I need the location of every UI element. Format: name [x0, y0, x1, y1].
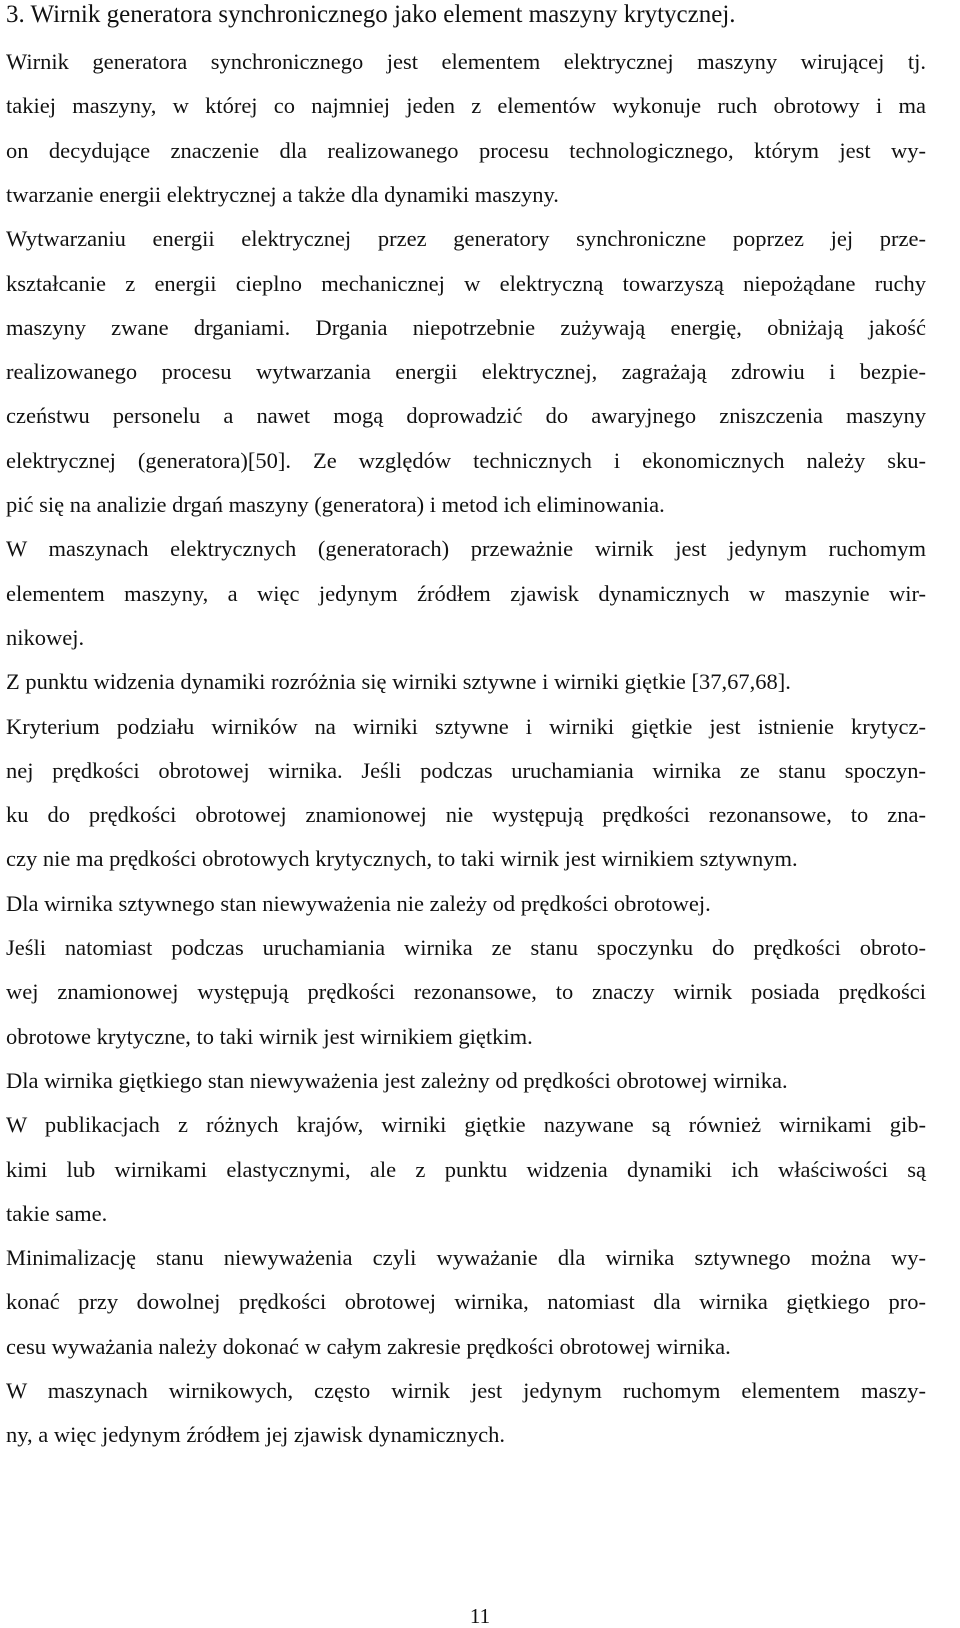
text-line: czy nie ma prędkości obrotowych krytycznych, to taki wirnik jest wirnikiem sztywnym. [6, 846, 798, 872]
text-line: takie same. [6, 1200, 108, 1226]
page-number: 11 [469, 1604, 491, 1628]
text-line: obrotowe krytyczne, to taki wirnik jest wirnikiem giętkim. [6, 1023, 533, 1049]
text-line: elementem maszyny, a więc jedynym źródłem zjawisk dynamicznych w maszynie wir- [6, 580, 926, 606]
text-line: Dla wirnika sztywnego stan niewyważenia nie zależy od prędkości obrotowej. [6, 890, 711, 916]
text-line: nej prędkości obrotowej wirnika. Jeśli podczas uruchamiania wirnika ze stanu spoczyn- [6, 757, 926, 783]
section-heading: 3. Wirnik generatora synchronicznego jako element maszyny krytycznej. [6, 1, 736, 28]
text-line: W maszynach wirnikowych, często wirnik jest jedynym ruchomym elementem maszy- [6, 1378, 926, 1403]
text-line: ku do prędkości obrotowej znamionowej nie występują prędkości rezonansowe, to zna- [6, 802, 926, 828]
text-line: Z punktu widzenia dynamiki rozróżnia się wirniki sztywne i wirniki giętkie [37,67,68]. [6, 669, 791, 695]
text-line: pić się na analizie drgań maszyny (generatora) i metod ich eliminowania. [6, 492, 665, 517]
text-line: Wytwarzaniu energii elektrycznej przez generatory synchroniczne poprzez jej prze- [6, 226, 926, 252]
text-line: nikowej. [6, 624, 85, 650]
text-line: wej znamionowej występują prędkości rezonansowe, to znaczy wirnik posiada prędkości [6, 979, 926, 1005]
text-line: Wirnik generatora synchronicznego jest elementem elektrycznej maszyny wirującej tj. [6, 49, 926, 74]
text-line: realizowanego procesu wytwarzania energii elektrycznej, zagrażają zdrowiu i bezpie- [6, 359, 926, 385]
text-line: kimi lub wirnikami elastycznymi, ale z punktu widzenia dynamiki ich właściwości są [6, 1156, 926, 1182]
text-line: elektrycznej (generatora)[50]. Ze względów technicznych i ekonomicznych należy sku- [6, 447, 926, 473]
text-line: konać przy dowolnej prędkości obrotowej wirnika, natomiast dla wirnika giętkiego pro- [6, 1289, 926, 1315]
text-line: ny, a więc jedynym źródłem jej zjawisk dynamicznych. [6, 1422, 505, 1448]
text-line: Minimalizację stanu niewyważenia czyli wyważanie dla wirnika sztywnego można wy- [6, 1245, 926, 1271]
text-line: twarzanie energii elektrycznej a także dla dynamiki maszyny. [6, 181, 559, 207]
text-line: cesu wyważania należy dokonać w całym zakresie prędkości obrotowej wirnika. [6, 1333, 731, 1359]
text-line: Jeśli natomiast podczas uruchamiania wirnika ze stanu spoczynku do prędkości obroto- [6, 935, 926, 960]
text-line: kształcanie z energii cieplno mechanicznej w elektryczną towarzyszą niepożądane ruchy [6, 270, 926, 296]
text-line: maszyny zwane drganiami. Drgania niepotrzebnie zużywają energię, obniżają jakość [6, 314, 926, 340]
text-line: Kryterium podziału wirników na wirniki sztywne i wirniki giętkie jest istnienie krytycz- [6, 713, 926, 739]
text-line: czeństwu personelu a nawet mogą doprowadzić do awaryjnego zniszczenia maszyny [6, 403, 926, 429]
text-line: W publikacjach z różnych krajów, wirniki giętkie nazywane są również wirnikami gib- [6, 1112, 926, 1138]
text-line: takiej maszyny, w której co najmniej jeden z elementów wykonuje ruch obrotowy i ma [6, 93, 926, 119]
text-line: W maszynach elektrycznych (generatorach) przeważnie wirnik jest jedynym ruchomym [6, 536, 926, 562]
text-line: Dla wirnika giętkiego stan niewyważenia jest zależny od prędkości obrotowej wirnika. [6, 1067, 788, 1093]
text-line: on decydujące znaczenie dla realizowanego procesu technologicznego, którym jest wy- [6, 137, 926, 163]
